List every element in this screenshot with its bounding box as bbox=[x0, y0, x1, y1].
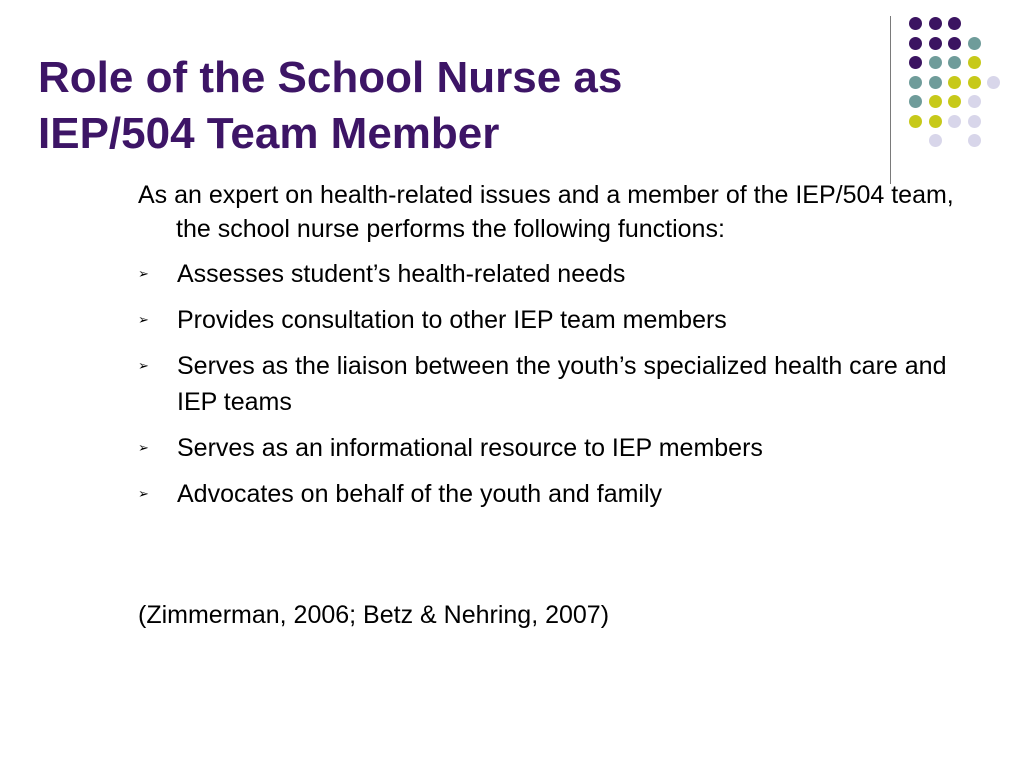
decorative-dot bbox=[909, 56, 922, 69]
intro-paragraph: As an expert on health-related issues and a member of the IEP/504 team, the school nurse performs the following functions: bbox=[138, 181, 954, 243]
decorative-dot bbox=[929, 134, 942, 147]
bullet-item bbox=[138, 476, 968, 512]
bullet-text: Assesses student’s health-related needs bbox=[177, 260, 626, 288]
decorative-dot bbox=[929, 76, 942, 89]
decorative-dot bbox=[968, 56, 981, 69]
arrowhead-bullet-icon: ➢ bbox=[138, 440, 149, 455]
bullet-text: Advocates on behalf of the youth and family bbox=[177, 480, 663, 508]
decorative-dot bbox=[909, 37, 922, 50]
bullet-item bbox=[138, 302, 968, 338]
bullet-item bbox=[138, 256, 968, 292]
decorative-dot bbox=[929, 37, 942, 50]
decorative-dot bbox=[929, 95, 942, 108]
decorative-dot bbox=[968, 37, 981, 50]
decorative-dot bbox=[948, 56, 961, 69]
decorative-dot bbox=[929, 17, 942, 30]
decorative-dot bbox=[909, 76, 922, 89]
arrowhead-bullet-icon: ➢ bbox=[138, 486, 149, 501]
slide-title-line-2: IEP/504 Team Member bbox=[38, 109, 500, 158]
decorative-dot bbox=[968, 134, 981, 147]
bullet-item bbox=[138, 348, 968, 420]
decorative-dot bbox=[968, 95, 981, 108]
citation: (Zimmerman, 2006; Betz & Nehring, 2007) bbox=[138, 601, 610, 629]
bullet-text: Provides consultation to other IEP team members bbox=[177, 306, 727, 334]
decorative-dot bbox=[929, 115, 942, 128]
bullet-text: Serves as an informational resource to IEP members bbox=[177, 434, 763, 462]
function-bullet-list bbox=[138, 256, 968, 512]
decorative-dot bbox=[968, 76, 981, 89]
decorative-vertical-divider bbox=[890, 16, 891, 184]
decorative-dot bbox=[909, 17, 922, 30]
decorative-dot bbox=[909, 95, 922, 108]
slide-title bbox=[38, 50, 858, 162]
slide-title-line-1: Role of the School Nurse as bbox=[38, 53, 623, 102]
decorative-dot bbox=[948, 17, 961, 30]
decorative-dot bbox=[948, 95, 961, 108]
bullet-item bbox=[138, 430, 968, 466]
decorative-dot bbox=[929, 56, 942, 69]
arrowhead-bullet-icon: ➢ bbox=[138, 266, 149, 281]
arrowhead-bullet-icon: ➢ bbox=[138, 358, 149, 373]
arrowhead-bullet-icon: ➢ bbox=[138, 312, 149, 327]
decorative-dot bbox=[948, 37, 961, 50]
decorative-dot bbox=[948, 76, 961, 89]
decorative-dot bbox=[968, 115, 981, 128]
decorative-dot bbox=[987, 76, 1000, 89]
decorative-dot bbox=[948, 115, 961, 128]
decorative-dot bbox=[909, 115, 922, 128]
bullet-text: Serves as the liaison between the youth’s specialized health care and IEP teams bbox=[177, 352, 947, 416]
slide-body bbox=[138, 178, 968, 522]
